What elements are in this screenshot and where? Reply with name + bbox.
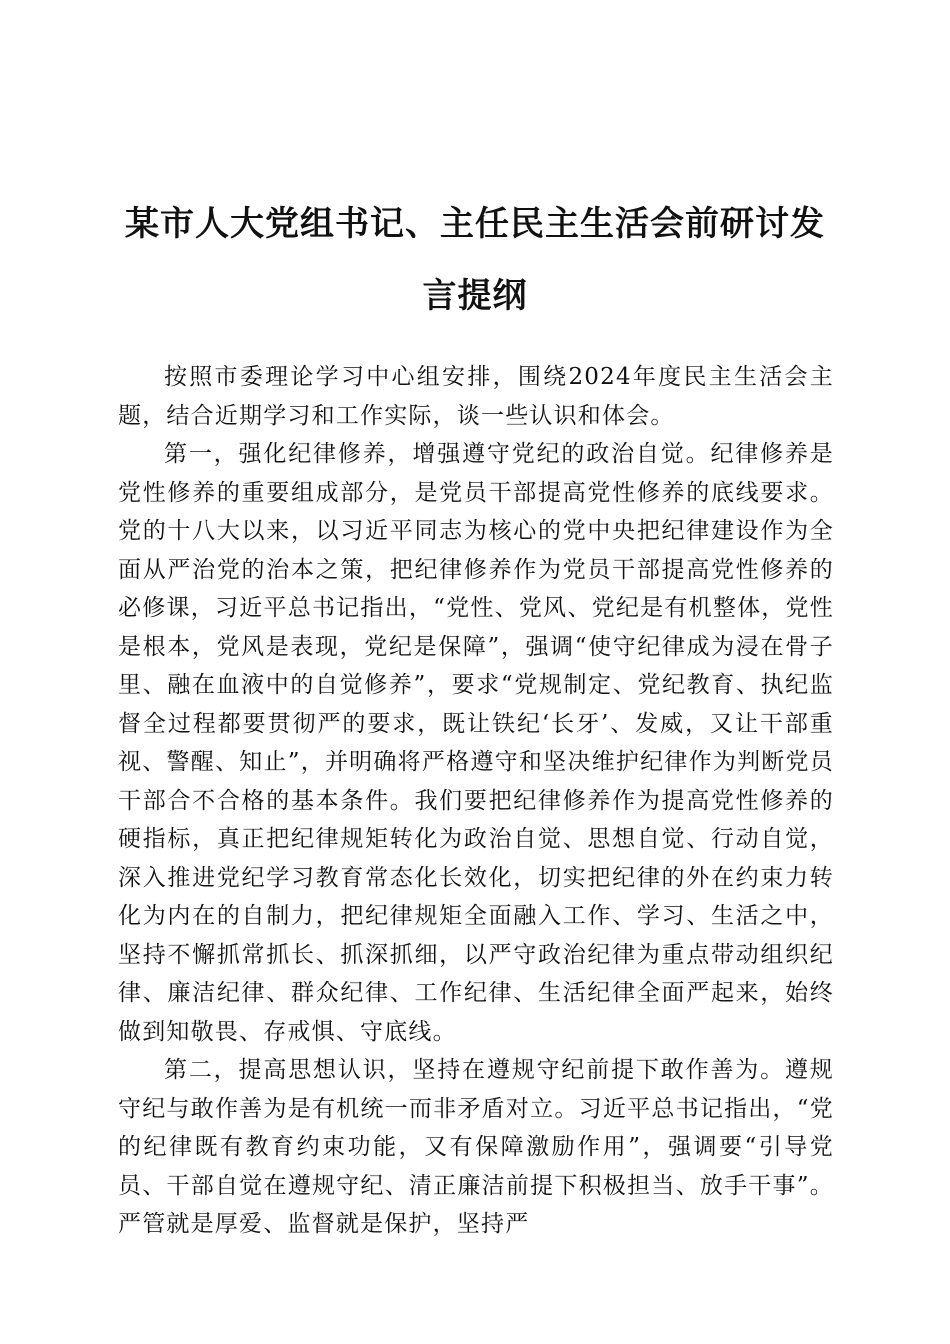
paragraph-intro: 按照市委理论学习中心组安排，围绕2024年度民主生活会主题，结合近期学习和工作实际，谈一些认识和体会。 <box>118 364 834 429</box>
document-title: 某市人大党组书记、主任民主生活会前研讨发言提纲 <box>125 204 825 316</box>
paragraph-point-two: 第二，提高思想认识，坚持在遵规守纪前提下敢作善为。遵规守纪与敢作善为是有机统一而非矛盾对立。习近平总书记指出，“党的纪律既有教育约束功能，又有保障激励作用”，强调要“引导党员、干部自觉在遵规守纪、清正廉洁前提下积极担当、放手干事”。严管就是厚爱、监督就是保护，坚持严 <box>118 1057 834 1237</box>
paragraph-point-one: 第一，强化纪律修养，增强遵守党纪的政治自觉。纪律修养是党性修养的重要组成部分，是党员干部提高党性修养的底线要求。党的十八大以来，以习近平同志为核心的党中央把纪律建设作为全面从严治党的治本之策，把纪律修养作为党员干部提高党性修养的必修课，习近平总书记指出，“党性、党风、党纪是有机整体，党性是根本，党风是表现，党纪是保障”，强调“使守纪律成为浸在骨子里、融在血液中的自觉修养”，要求“党规制定、党纪教育、执纪监督全过程都要贯彻严的要求，既让铁纪‘长牙’、发威，又让干部重视、警醒、知止”，并明确将严格遵守和坚决维护纪律作为判断党员干部合不合格的基本条件。我们要把纪律修养作为提高党性修养的硬指标，真正把纪律规矩转化为政治自觉、思想自觉、行动自觉，深入推进党纪学习教育常态化长效化，切实把纪律的外在约束力转化为内在的自制力，把纪律规矩全面融入工作、学习、生活之中，坚持不懈抓常抓长、抓深抓细，以严守政治纪律为重点带动组织纪律、廉洁纪律、群众纪律、工作纪律、生活纪律全面严起来，始终做到知敬畏、存戒惧、守底线。 <box>118 441 834 1045</box>
document-body <box>118 358 834 1244</box>
